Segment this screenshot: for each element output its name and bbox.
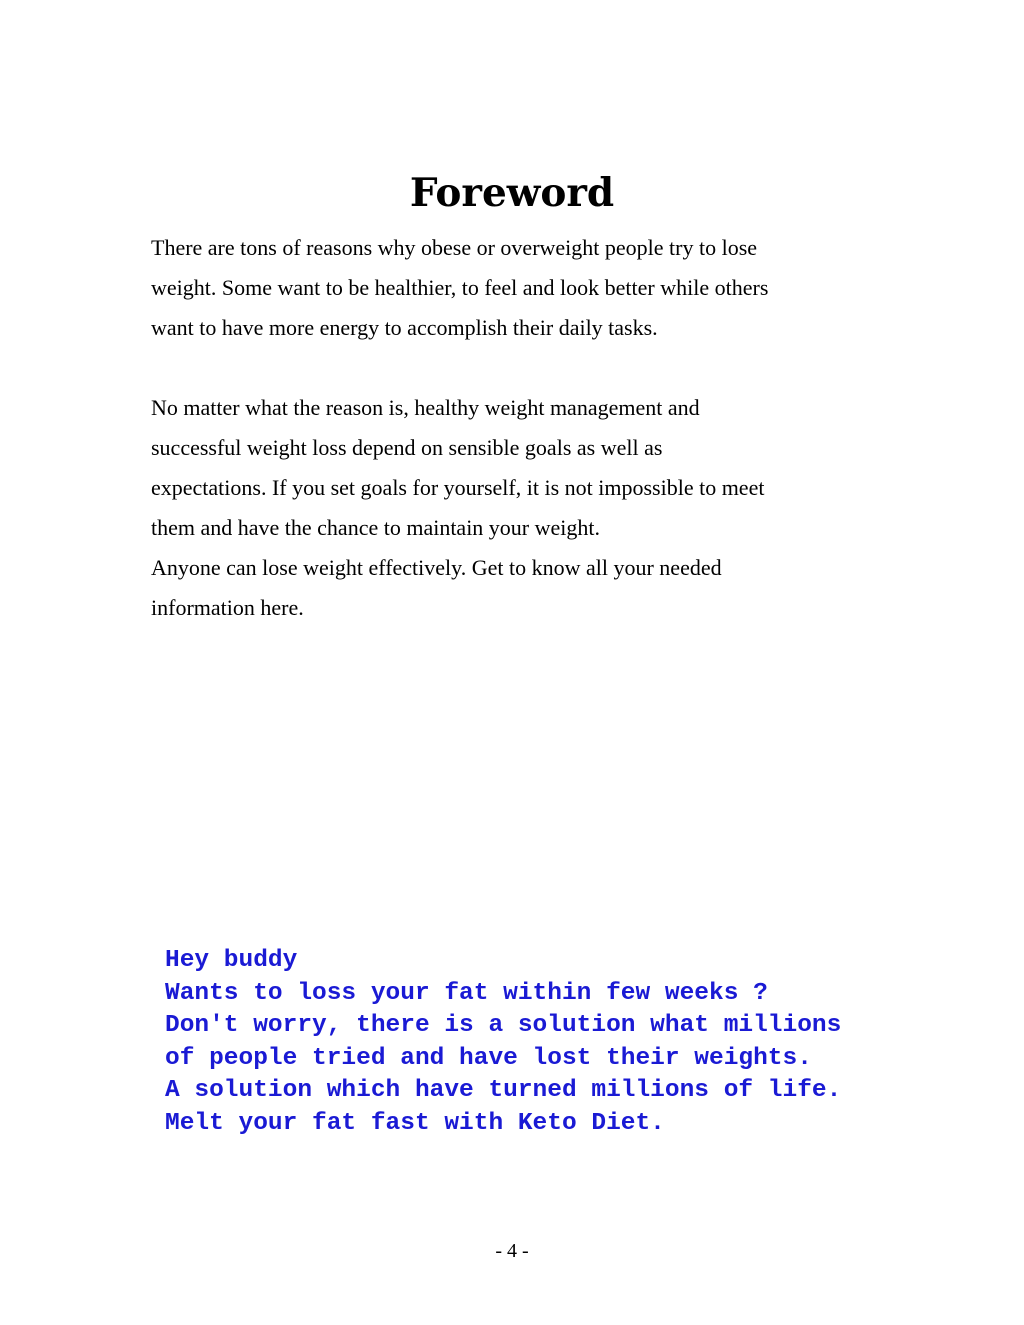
promo-block (165, 945, 905, 1140)
promo-line: Don't worry, there is a solution what millions (165, 1012, 842, 1039)
page-number: - 4 - (495, 1240, 529, 1262)
promo-line: Melt your fat fast with Keto Diet. (165, 1109, 665, 1137)
paragraph-goals (151, 388, 891, 628)
paragraph-line: There are tons of reasons why obese or overweight people try to lose (151, 235, 758, 260)
paragraph-line: them and have the chance to maintain your weight. (151, 515, 601, 540)
paragraph-line: No matter what the reason is, healthy weight management and (151, 395, 700, 420)
paragraph-line: want to have more energy to accomplish their daily tasks. (151, 315, 658, 340)
paragraph-line: information here. (151, 595, 304, 620)
promo-line: Hey buddy (165, 947, 298, 974)
promo-line: A solution which have turned millions of life. (165, 1077, 842, 1104)
paragraph-line: expectations. If you set goals for yourself, it is not impossible to meet (151, 475, 765, 500)
promo-line: Wants to loss your fat within few weeks ? (165, 979, 768, 1007)
promo-line: of people tried and have lost their weights. (165, 1044, 812, 1072)
paragraph-reasons (151, 228, 891, 348)
paragraph-line: successful weight loss depend on sensible goals as well as (151, 435, 663, 460)
paragraph-line: Anyone can lose weight effectively. Get to know all your needed (151, 555, 722, 580)
paragraph-line: weight. Some want to be healthier, to feel and look better while others (151, 275, 769, 300)
page-title: Foreword (409, 170, 615, 216)
